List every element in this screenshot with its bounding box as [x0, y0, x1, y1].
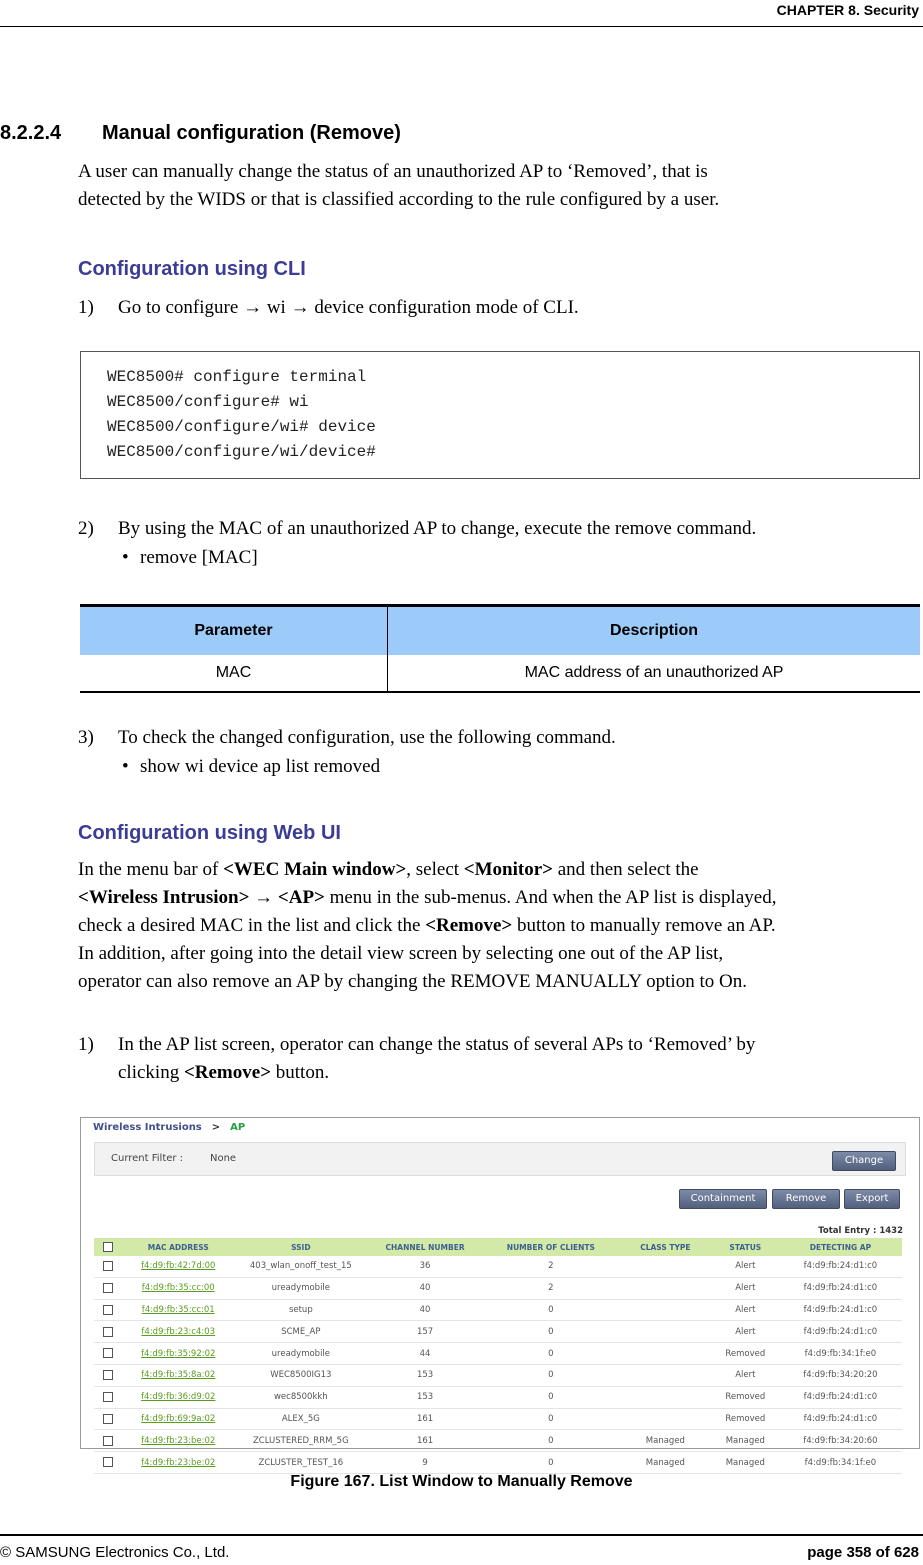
table-row[interactable] [94, 1256, 902, 1277]
filter-bar [94, 1142, 906, 1176]
mac-link[interactable]: f4:d9:fb:35:8a:02 [122, 1364, 234, 1386]
col-detecting-ap[interactable]: DETECTING AP [779, 1238, 902, 1256]
step-number: 2) [78, 518, 94, 539]
bullet-text: remove [MAC] [140, 547, 258, 568]
intro-line-2: detected by the WIDS or that is classified according to the rule configured by a user. [78, 189, 720, 210]
detecting-ap-cell: f4:d9:fb:34:1f:e0 [779, 1343, 902, 1365]
text-part: check a desired MAC in the list and click the [78, 915, 426, 936]
class-type-cell [619, 1343, 712, 1365]
detecting-ap-cell: f4:d9:fb:24:d1:c0 [779, 1386, 902, 1408]
clients-cell: 0 [483, 1452, 619, 1474]
ssid-cell: WEC8500IG13 [234, 1364, 367, 1386]
table-header-row [80, 606, 920, 656]
mac-link[interactable]: f4:d9:fb:42:7d:00 [122, 1256, 234, 1277]
step-text-part: Go to configure [118, 297, 244, 318]
col-ssid[interactable]: SSID [234, 1238, 367, 1256]
channel-cell: 157 [367, 1321, 483, 1343]
step-number: 1) [78, 1034, 94, 1055]
mac-link[interactable]: f4:d9:fb:35:92:02 [122, 1343, 234, 1365]
channel-cell: 153 [367, 1364, 483, 1386]
webui-line-3 [78, 912, 923, 940]
class-type-cell [619, 1256, 712, 1277]
status-cell: Removed [712, 1408, 779, 1430]
detecting-ap-cell: f4:d9:fb:24:d1:c0 [779, 1299, 902, 1321]
header-rule [0, 26, 923, 27]
table-cell: MAC [80, 655, 388, 692]
text-bold: <WEC Main window> [223, 859, 407, 880]
code-line: WEC8500/configure# wi [107, 393, 309, 411]
webui-line-2 [78, 884, 923, 912]
class-type-cell: Managed [619, 1430, 712, 1452]
class-type-cell [619, 1408, 712, 1430]
class-type-cell: Managed [619, 1452, 712, 1474]
row-checkbox[interactable] [94, 1277, 122, 1299]
step-text-part: wi [262, 297, 291, 318]
section-title-text: Manual configuration (Remove) [102, 122, 401, 144]
text-part: , select [406, 859, 464, 880]
table-row[interactable] [94, 1343, 902, 1365]
webui-line-5: operator can also remove an AP by changing the REMOVE MANUALLY option to On. [78, 971, 747, 992]
code-line: WEC8500/configure/wi# device [107, 418, 376, 436]
text-part: button. [271, 1062, 330, 1083]
total-entry: Total Entry : 1432 [818, 1226, 903, 1236]
clients-cell: 0 [483, 1430, 619, 1452]
filter-value: None [210, 1153, 237, 1164]
clients-cell: 0 [483, 1321, 619, 1343]
clients-cell: 0 [483, 1408, 619, 1430]
clients-cell: 0 [483, 1343, 619, 1365]
code-line: WEC8500/configure/wi/device# [107, 443, 376, 461]
table-row[interactable] [94, 1277, 902, 1299]
table-row[interactable] [94, 1299, 902, 1321]
mac-link[interactable]: f4:d9:fb:23:c4:03 [122, 1321, 234, 1343]
text-part: and then select the [553, 859, 699, 880]
detecting-ap-cell: f4:d9:fb:24:d1:c0 [779, 1408, 902, 1430]
col-status[interactable]: STATUS [712, 1238, 779, 1256]
section-title [0, 122, 401, 145]
detecting-ap-cell: f4:d9:fb:34:1f:e0 [779, 1452, 902, 1474]
table-row[interactable] [94, 1430, 902, 1452]
status-cell: Alert [712, 1321, 779, 1343]
class-type-cell [619, 1364, 712, 1386]
arrow-icon: → [254, 887, 274, 908]
export-button[interactable]: Export [844, 1189, 900, 1209]
text-part: clicking [118, 1062, 184, 1083]
channel-cell: 153 [367, 1386, 483, 1408]
ap-table [94, 1238, 902, 1474]
table-row[interactable] [94, 1321, 902, 1343]
channel-cell: 44 [367, 1343, 483, 1365]
code-line: WEC8500# configure terminal [107, 368, 367, 386]
mac-link[interactable]: f4:d9:fb:23:be:02 [122, 1452, 234, 1474]
detecting-ap-cell: f4:d9:fb:34:20:20 [779, 1364, 902, 1386]
text-part: In the menu bar of [78, 859, 224, 880]
row-checkbox[interactable] [94, 1299, 122, 1321]
class-type-cell [619, 1321, 712, 1343]
cli-code-box [80, 351, 920, 479]
status-cell: Alert [712, 1256, 779, 1277]
text-bold: <Remove> [425, 915, 513, 936]
table-row[interactable] [94, 1452, 902, 1474]
table-cell: MAC address of an unauthorized AP [388, 655, 921, 692]
ssid-cell: SCME_AP [234, 1321, 367, 1343]
col-class-type[interactable]: CLASS TYPE [619, 1238, 712, 1256]
clients-cell: 2 [483, 1277, 619, 1299]
arrow-icon: → [243, 297, 263, 318]
clients-cell: 2 [483, 1256, 619, 1277]
status-cell: Managed [712, 1430, 779, 1452]
row-checkbox[interactable] [94, 1408, 122, 1430]
table-header-cell: Description [388, 606, 921, 656]
detecting-ap-cell: f4:d9:fb:24:d1:c0 [779, 1277, 902, 1299]
step-text-part: device configuration mode of CLI. [309, 297, 579, 318]
step-text [118, 294, 923, 322]
remove-button[interactable]: Remove [772, 1189, 840, 1209]
step-text: By using the MAC of an unauthorized AP to change, execute the remove command. [118, 518, 757, 539]
text-part: In the AP list screen, operator can change the status of several APs to ‘Removed’ by [118, 1034, 756, 1055]
ssid-cell: setup [234, 1299, 367, 1321]
status-cell: Alert [712, 1277, 779, 1299]
detecting-ap-cell: f4:d9:fb:24:d1:c0 [779, 1321, 902, 1343]
text-part: menu in the sub-menus. And when the AP list is displayed, [324, 887, 777, 908]
text-bold: <Remove> [183, 1062, 272, 1083]
ap-list-screenshot [80, 1117, 920, 1468]
mac-link[interactable]: f4:d9:fb:36:d9:02 [122, 1386, 234, 1408]
class-type-cell [619, 1386, 712, 1408]
ssid-cell: ureadymobile [234, 1277, 367, 1299]
bullet-icon: • [122, 547, 129, 568]
detecting-ap-cell: f4:d9:fb:34:20:60 [779, 1430, 902, 1452]
webui-step-1 [78, 1031, 923, 1091]
clients-cell: 0 [483, 1299, 619, 1321]
webui-line-4: In addition, after going into the detail view screen by selecting one out of the AP list, [78, 943, 724, 964]
mac-link[interactable]: f4:d9:fb:23:be:02 [122, 1430, 234, 1452]
webui-line-1 [78, 856, 923, 884]
status-cell: Managed [712, 1452, 779, 1474]
mac-link[interactable]: f4:d9:fb:69:9a:02 [122, 1408, 234, 1430]
select-all-checkbox[interactable] [94, 1238, 122, 1256]
cli-heading: Configuration using CLI [78, 258, 306, 280]
intro-line-1: A user can manually change the status of an unauthorized AP to ‘Removed’, that is [78, 161, 708, 182]
table-row [80, 655, 920, 692]
channel-cell: 161 [367, 1430, 483, 1452]
step-number: 1) [78, 297, 94, 318]
text-bold: <Wireless Intrusion> [78, 887, 250, 908]
row-checkbox[interactable] [94, 1452, 122, 1474]
table-header-cell: Parameter [80, 606, 388, 656]
footer-rule [0, 1534, 923, 1536]
row-checkbox[interactable] [94, 1343, 122, 1365]
text-part: button to manually remove an AP. [512, 915, 776, 936]
step-text: To check the changed configuration, use the following command. [118, 727, 616, 748]
parameter-table [80, 604, 920, 693]
ssid-cell: ALEX_5G [234, 1408, 367, 1430]
row-checkbox[interactable] [94, 1321, 122, 1343]
breadcrumb [93, 1122, 245, 1133]
table-row[interactable] [94, 1408, 902, 1430]
ssid-cell: wec8500kkh [234, 1386, 367, 1408]
detecting-ap-cell: f4:d9:fb:24:d1:c0 [779, 1256, 902, 1277]
clients-cell: 0 [483, 1386, 619, 1408]
status-cell: Alert [712, 1299, 779, 1321]
table-row[interactable] [94, 1364, 902, 1386]
section-number: 8.2.2.4 [0, 122, 62, 144]
channel-cell: 36 [367, 1256, 483, 1277]
text-bold: <AP> [273, 887, 325, 908]
ap-table-header [94, 1238, 902, 1256]
bullet-text: show wi device ap list removed [140, 756, 381, 777]
clients-cell: 0 [483, 1364, 619, 1386]
webui-heading: Configuration using Web UI [78, 822, 341, 844]
bullet-icon: • [122, 756, 129, 777]
class-type-cell [619, 1277, 712, 1299]
col-channel-number[interactable]: CHANNEL NUMBER [367, 1238, 483, 1256]
row-checkbox[interactable] [94, 1430, 122, 1452]
row-checkbox[interactable] [94, 1364, 122, 1386]
ssid-cell: ZCLUSTERED_RRM_5G [234, 1430, 367, 1452]
channel-cell: 40 [367, 1299, 483, 1321]
mac-link[interactable]: f4:d9:fb:35:cc:00 [122, 1277, 234, 1299]
status-cell: Removed [712, 1386, 779, 1408]
row-checkbox[interactable] [94, 1256, 122, 1277]
mac-link[interactable]: f4:d9:fb:35:cc:01 [122, 1299, 234, 1321]
col-mac-address[interactable]: MAC ADDRESS [122, 1238, 234, 1256]
breadcrumb-root[interactable]: Wireless Intrusions [93, 1122, 202, 1133]
breadcrumb-current: AP [230, 1122, 246, 1133]
bullet-show-removed [122, 756, 380, 778]
ssid-cell: 403_wlan_onoff_test_15 [234, 1256, 367, 1277]
step-text [118, 1031, 923, 1087]
row-checkbox[interactable] [94, 1386, 122, 1408]
status-cell: Alert [712, 1364, 779, 1386]
channel-cell: 9 [367, 1452, 483, 1474]
figure-caption: Figure 167. List Window to Manually Remove [290, 1473, 633, 1490]
arrow-icon: → [290, 297, 310, 318]
step-number: 3) [78, 727, 94, 748]
containment-button[interactable]: Containment [679, 1189, 767, 1209]
change-button[interactable]: Change [832, 1151, 896, 1171]
class-type-cell [619, 1299, 712, 1321]
footer-page-number: page 358 of 628 [807, 1544, 919, 1561]
chapter-header: CHAPTER 8. Security [776, 2, 919, 18]
ssid-cell: ureadymobile [234, 1343, 367, 1365]
ssid-cell: ZCLUSTER_TEST_16 [234, 1452, 367, 1474]
bullet-remove-mac [122, 547, 258, 569]
text-bold: <Monitor> [463, 859, 553, 880]
footer-copyright: © SAMSUNG Electronics Co., Ltd. [0, 1544, 230, 1561]
table-row[interactable] [94, 1386, 902, 1408]
status-cell: Removed [712, 1343, 779, 1365]
filter-label: Current Filter : [111, 1153, 184, 1164]
channel-cell: 161 [367, 1408, 483, 1430]
breadcrumb-separator: > [211, 1122, 221, 1133]
channel-cell: 40 [367, 1277, 483, 1299]
col-number-of-clients[interactable]: NUMBER OF CLIENTS [483, 1238, 619, 1256]
